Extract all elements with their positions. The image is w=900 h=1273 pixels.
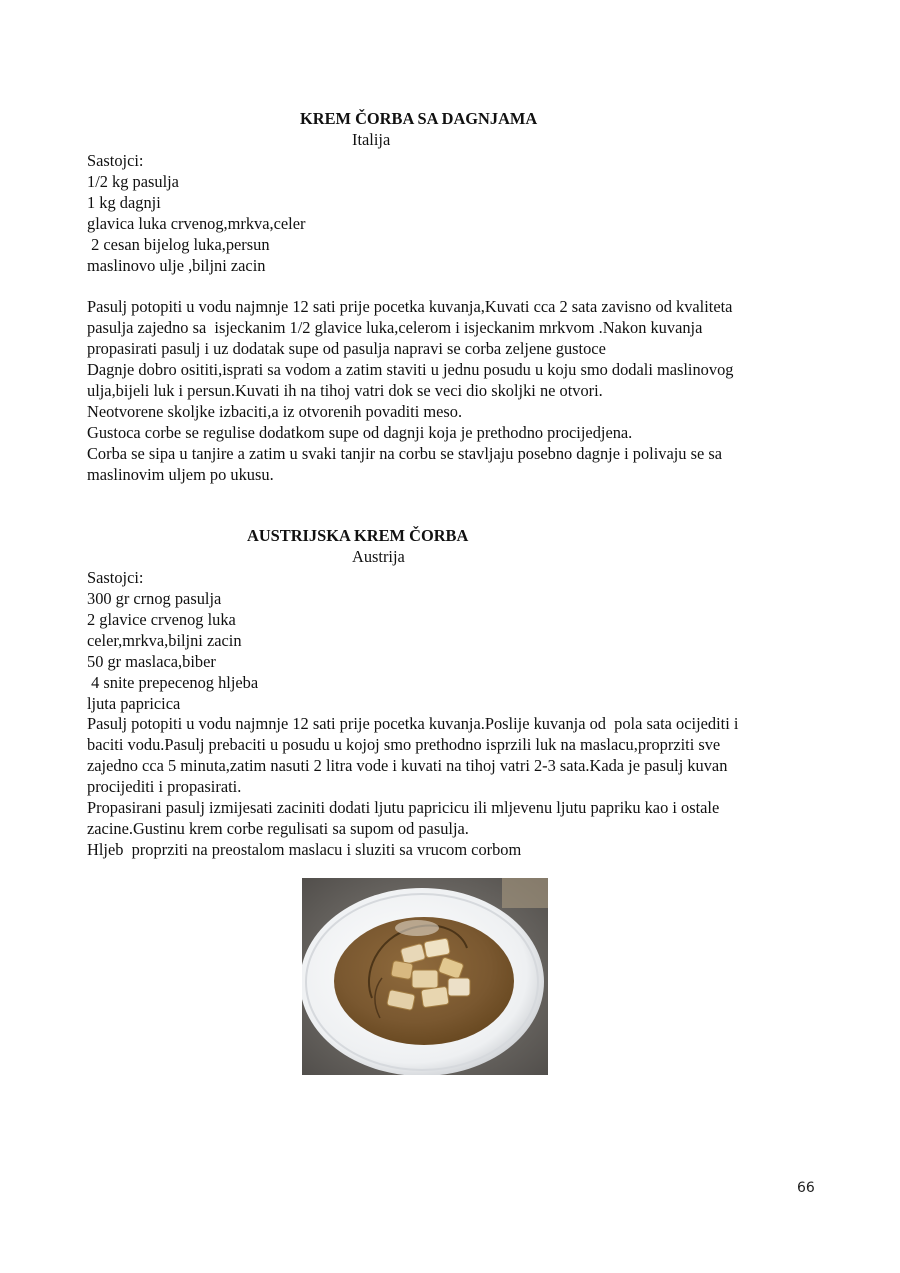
recipe-1-ingredient: maslinovo ulje ,biljni zacin (87, 256, 266, 275)
recipe-1-instruction-line: propasirati pasulj i uz dodatak supe od pasulja napravi se corba zeljene gustoce (87, 339, 606, 358)
recipe-2-ingredient: ljuta papricica (87, 694, 181, 713)
light-reflection (395, 920, 439, 936)
recipe-2-instruction-line: procijediti i propasirati. (87, 777, 242, 796)
background-tray (502, 878, 548, 908)
recipe-1-ingredient: glavica luka crvenog,mrkva,celer (87, 214, 306, 233)
recipe-2-ingredient: 50 gr maslaca,biber (87, 652, 216, 671)
recipe-1-instruction-line: ulja,bijeli luk i persun.Kuvati ih na tihoj vatri dok se veci dio skoljki ne otvori. (87, 381, 603, 400)
recipe-2-instruction-line: Propasirani pasulj izmijesati zaciniti dodati ljutu papricicu ili mljevenu ljutu papriku kao i ostale (87, 798, 720, 817)
page-number: 66 (797, 1180, 815, 1196)
recipe-1-instruction-line: Gustoca corbe se regulise dodatkom supe od dagnji koja je prethodno procijedjena. (87, 423, 633, 442)
recipe-2-instruction-line: zacine.Gustinu krem corbe regulisati sa supom od pasulja. (87, 819, 469, 838)
recipe-1-ingredient: 2 cesan bijelog luka,persun (87, 235, 270, 254)
recipe-2-instruction-line: Pasulj potopiti u vodu najmnje 12 sati prije pocetka kuvanja.Poslije kuvanja od pola sata ocijediti i (87, 714, 739, 733)
recipe-2-instruction-line: zajedno cca 5 minuta,zatim nasuti 2 litra vode i kuvati na tihoj vatri 2-3 sata.Kada je pasulj kuvan (87, 756, 728, 775)
recipe-2-ingredient: 300 gr crnog pasulja (87, 589, 222, 608)
soup-photo (302, 878, 548, 1075)
recipe-2-instruction-line: Hljeb proprziti na preostalom maslacu i sluziti sa vrucom corbom (87, 840, 522, 859)
recipe-1-origin: Italija (352, 130, 391, 149)
recipe-2-ingredients-label: Sastojci: (87, 568, 144, 587)
recipe-1-instruction-line: Corba se sipa u tanjire a zatim u svaki tanjir na corbu se stavljaju posebno dagnje i polivaju se sa (87, 444, 722, 463)
recipe-2-ingredient: 4 snite prepecenog hljeba (87, 673, 259, 692)
recipe-1-instruction-line: pasulja zajedno sa isjeckanim 1/2 glavice luka,celerom i isjeckanim mrkvom .Nakon kuvanja (87, 318, 703, 337)
recipe-1-instruction-line: Dagnje dobro osititi,isprati sa vodom a zatim staviti u jednu posudu u koju smo dodali maslinovog (87, 360, 734, 379)
recipe-1-ingredient: 1 kg dagnji (87, 193, 161, 212)
recipe-1-title: KREM ČORBA SA DAGNJAMA (300, 109, 538, 128)
recipe-1-instruction-line: Neotvorene skoljke izbaciti,a iz otvorenih povaditi meso. (87, 402, 463, 421)
recipe-2-origin: Austrija (352, 547, 405, 566)
recipe-2-ingredient: 2 glavice crvenog luka (87, 610, 236, 629)
recipe-2-ingredient: celer,mrkva,biljni zacin (87, 631, 242, 650)
recipe-1-ingredient: 1/2 kg pasulja (87, 172, 179, 191)
recipe-1-ingredients-label: Sastojci: (87, 151, 144, 170)
recipe-2-title: AUSTRIJSKA KREM ČORBA (247, 526, 469, 545)
recipe-1-instruction-line: Pasulj potopiti u vodu najmnje 12 sati prije pocetka kuvanja,Kuvati cca 2 sata zavisno od kvaliteta (87, 297, 733, 316)
soup-bowl-illustration (302, 878, 548, 1075)
recipe-2-instruction-line: baciti vodu.Pasulj prebaciti u posudu u kojoj smo prethodno isprzili luk na maslacu,proprziti sve (87, 735, 721, 754)
recipe-1-instruction-line: maslinovim uljem po ukusu. (87, 465, 274, 484)
